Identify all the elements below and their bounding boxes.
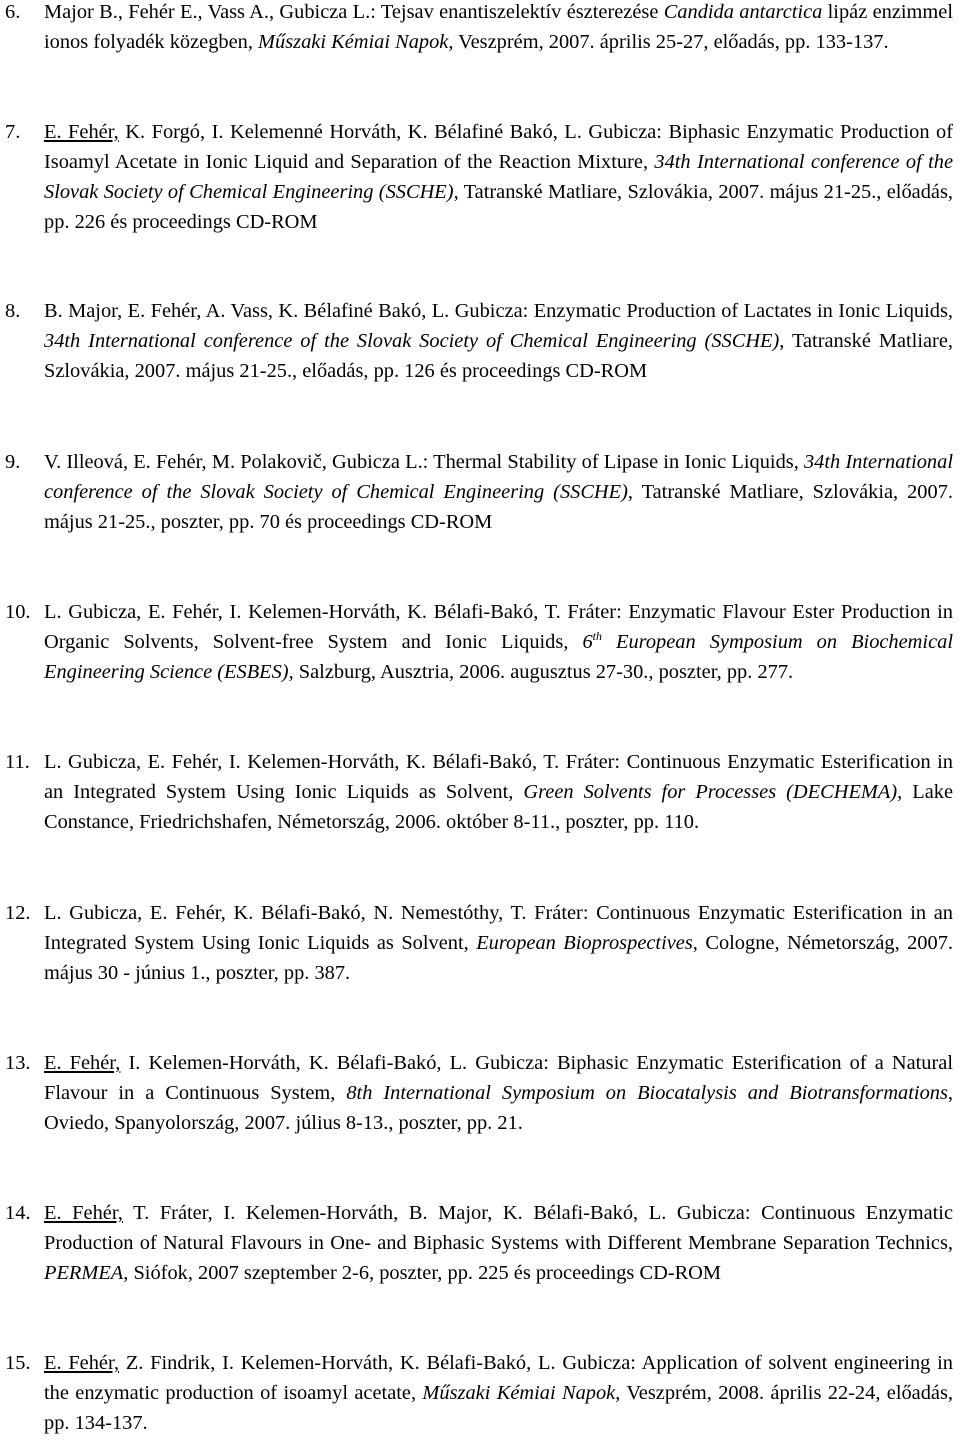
reference-item [5,447,953,537]
reference-item [5,1048,953,1138]
reference-number: 6. [5,1,21,23]
reference-number: 11. [5,751,30,773]
reference-item [5,117,953,237]
reference-italic-segment: Candida antarctica [663,1,823,23]
reference-italic-segment: PERMEA [44,1262,124,1284]
reference-text [44,898,953,988]
reference-item [5,747,953,837]
reference-segment: V. Illeová, E. Fehér, M. Polakovič, Gubicza L.: Thermal Stability of Lipase in Ionic Liquids, [44,451,804,473]
reference-segment: , Tatranské Matliare, Szlovákia, 2007. május 21-25., előadás, pp. 226 és proceedings CD-ROM [44,181,953,233]
reference-italic-segment: Műszaki Kémiai Napok [422,1382,616,1404]
reference-italic-segment: 34th International conference of the Slovak Society of Chemical Engineering (SSCHE) [44,151,954,203]
reference-segment: K. Forgó, I. Kelemenné Horváth, K. Bélafiné Bakó, L. Gubicza: Biphasic Enzymatic Production of Isoamyl Acetate in Ionic Liquid and Separation of the Reaction Mixture, [44,121,954,173]
reference-text [44,117,953,237]
reference-segment: , Lake Constance, Friedrichshafen, Németország, 2006. október 8-11., poszter, pp. 110. [44,781,954,833]
reference-segment: B. Major, E. Fehér, A. Vass, K. Bélafiné Bakó, L. Gubicza: Enzymatic Production of Lactates in Ionic Liquids, [44,300,953,322]
reference-italic-segment: 34th International conference of the Slovak Society of Chemical Engineering (SSCHE) [44,451,953,503]
reference-italic-segment: th [592,629,602,643]
reference-segment: , Veszprém, 2008. április 22-24, előadás, pp. 134-137. [44,1382,954,1434]
reference-italic-segment: European Bioprospectives [476,932,693,954]
reference-item [5,1198,953,1288]
reference-segment: , Tatranské Matliare, Szlovákia, 2007. május 21-25., előadás, pp. 126 és proceedings CD-ROM [44,330,953,382]
reference-italic-segment: 6 [582,631,593,653]
reference-number: 15. [5,1352,31,1374]
reference-text [44,1198,953,1288]
reference-number: 12. [5,902,31,924]
reference-italic-segment: 8th International Symposium on Biocatalysis and Biotransformations [346,1082,948,1104]
reference-number: 8. [5,300,21,322]
reference-italic-segment: European Symposium on Biochemical Engineering Science (ESBES) [44,631,953,683]
reference-segment: L. Gubicza, E. Fehér, I. Kelemen-Horváth, K. Bélafi-Bakó, T. Fráter: Enzymatic Flavour Ester Production in Organic Solvents, Solvent-free System and Ionic Liquids, [44,601,953,653]
reference-segment: L. Gubicza, E. Fehér, I. Kelemen-Horváth, K. Bélafi-Bakó, T. Fráter: Continuous Enzymatic Esterification in an Integrated System Using Ionic Liquids as Solvent, [44,751,953,803]
reference-segment: , Cologne, Németország, 2007. május 30 - június 1., poszter, pp. 387. [44,932,953,984]
reference-number: 7. [5,121,21,143]
reference-text [44,447,953,537]
reference-text [44,296,953,386]
reference-segment: lipáz enzimmel ionos folyadék közegben, [44,1,953,53]
reference-item [5,0,953,57]
reference-author-underlined: E. Fehér, [44,1202,123,1224]
reference-item [5,1348,953,1438]
reference-number: 14. [5,1202,31,1224]
reference-segment: I. Kelemen-Horváth, K. Bélafi-Bakó, L. Gubicza: Biphasic Enzymatic Esterification of a Natural Flavour in a Continuous System, [44,1052,953,1104]
reference-segment: Major B., Fehér E., Vass A., Gubicza L.: Tejsav enantiszelektív észterezése [44,1,664,23]
reference-item [5,898,953,988]
reference-text [44,0,953,57]
reference-segment: T. Fráter, I. Kelemen-Horváth, B. Major, K. Bélafi-Bakó, L. Gubicza: Continuous Enzymatic Production of Natural Flavours in One- and Biphasic Systems with Different Membrane Separation Technics, [44,1202,953,1254]
reference-italic-segment: 34th International conference of the Slovak Society of Chemical Engineering (SSCHE) [44,330,780,352]
reference-author-underlined: E. Fehér, [44,1352,120,1374]
reference-italic-segment: Műszaki Kémiai Napok [258,31,449,53]
reference-segment: , Veszprém, 2007. április 25-27, előadás, pp. 133-137. [448,31,889,53]
reference-number: 10. [5,601,31,623]
reference-author-underlined: E. Fehér, [44,1052,121,1074]
reference-segment: , Salzburg, Ausztria, 2006. augusztus 27-30., poszter, pp. 277. [288,661,794,683]
reference-segment: , Siófok, 2007 szeptember 2-6, poszter, pp. 225 és proceedings CD-ROM [123,1262,722,1284]
reference-number: 13. [5,1052,31,1074]
reference-segment: L. Gubicza, E. Fehér, K. Bélafi-Bakó, N. Nemestóthy, T. Fráter: Continuous Enzymatic Esterification in an Integrated System Using Ionic Liquids as Solvent, [44,902,953,954]
reference-text [44,1348,953,1438]
reference-number: 9. [5,451,21,473]
reference-text [44,1048,953,1138]
reference-italic-segment: Green Solvents for Processes (DECHEMA) [523,781,898,803]
reference-text [44,747,953,837]
reference-segment: Z. Findrik, I. Kelemen-Horváth, K. Bélafi-Bakó, L. Gubicza: Application of solvent engineering in the enzymatic production of isoamyl acetate, [44,1352,953,1404]
reference-segment: , Tatranské Matliare, Szlovákia, 2007. május 21-25., poszter, pp. 70 és proceedings CD-ROM [44,481,953,533]
reference-text [44,597,953,687]
reference-author-underlined: E. Fehér, [44,121,119,143]
reference-item [5,296,953,386]
reference-segment: , Oviedo, Spanyolország, 2007. július 8-13., poszter, pp. 21. [44,1082,953,1134]
reference-item [5,597,953,687]
